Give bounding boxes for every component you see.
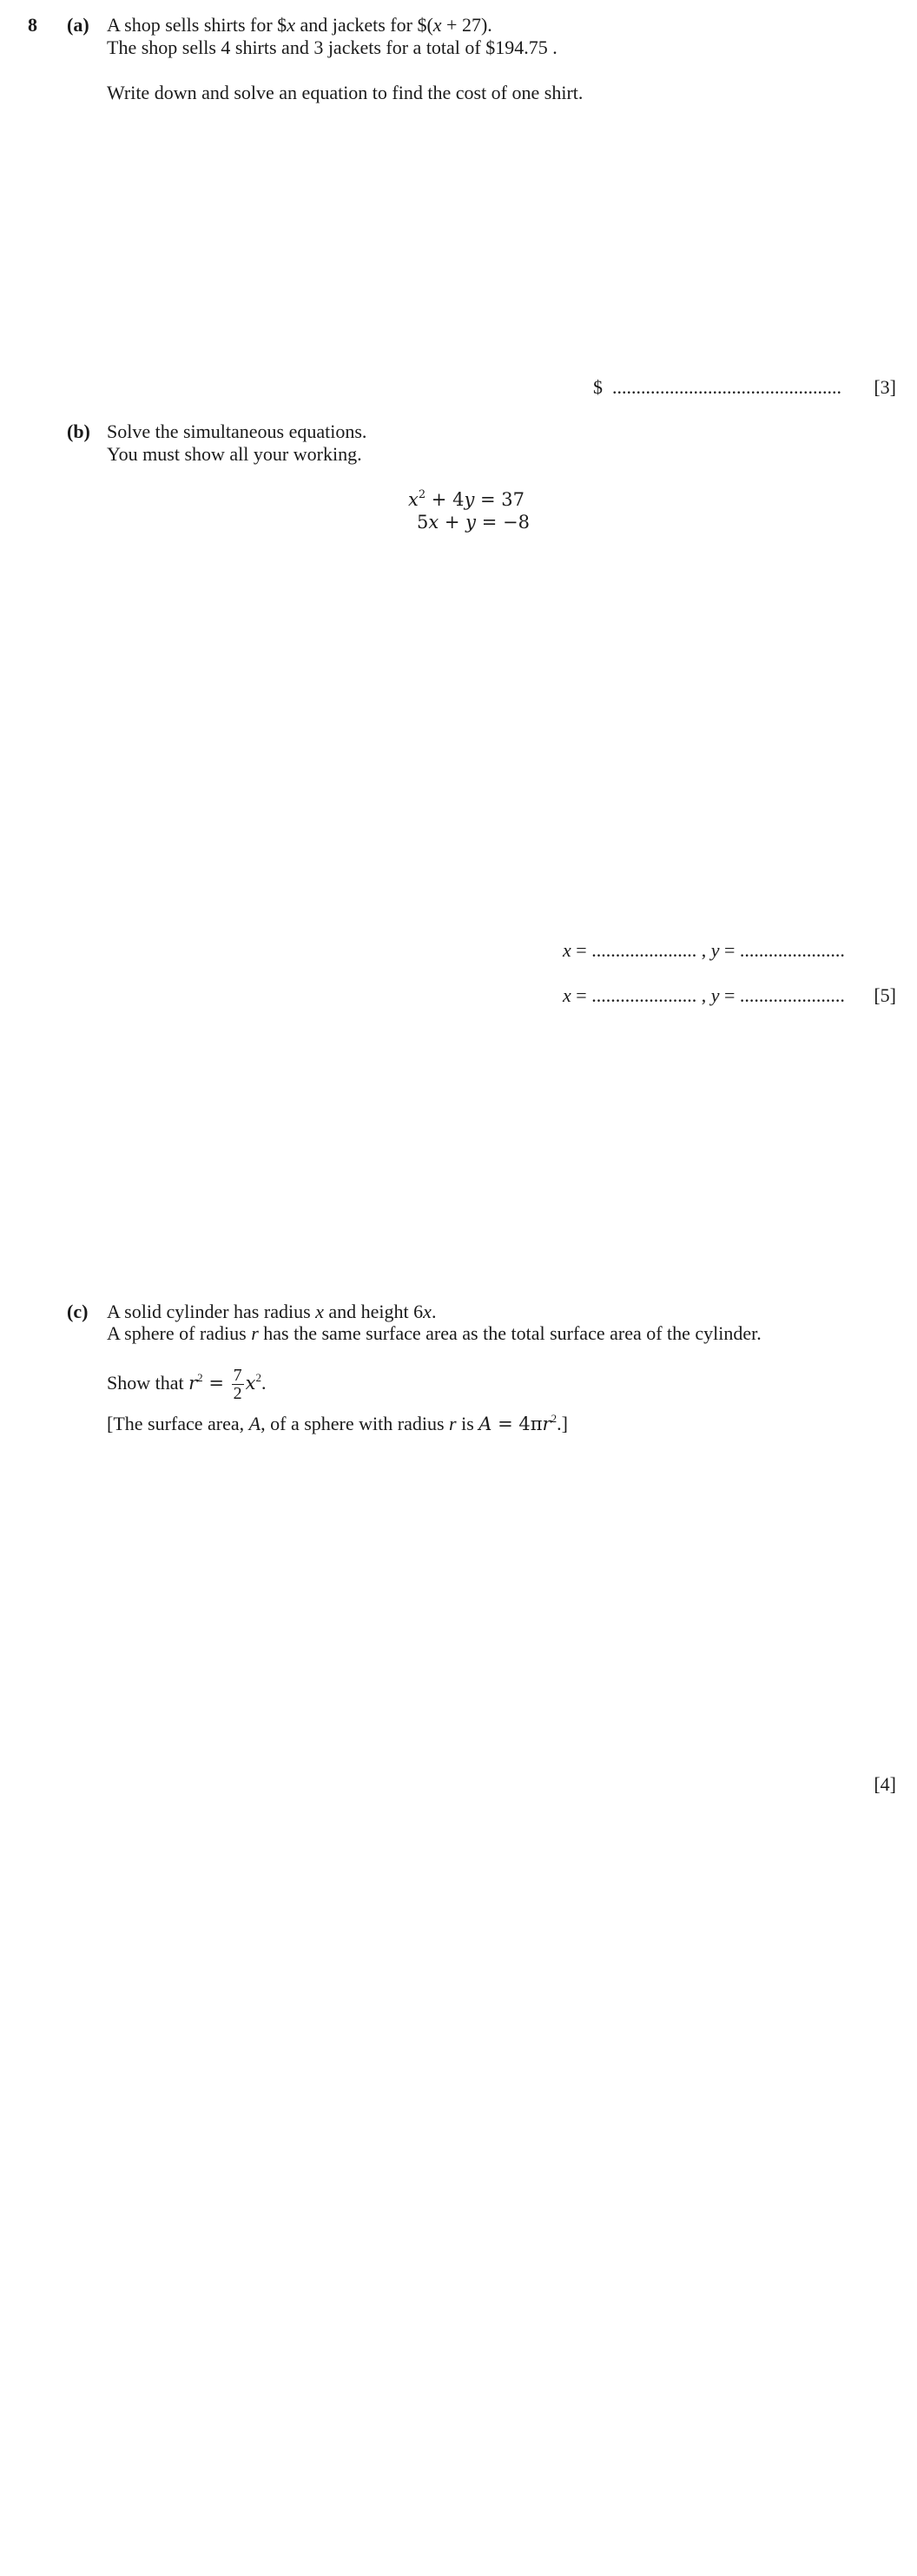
show-that-statement: Show that $r^2$ = $\frac{7}{2}$ $x^2$. (107, 1366, 267, 1404)
part-b-line-2: You must show all your working. (107, 443, 362, 465)
part-c-marks: [4] (874, 1773, 896, 1795)
part-c-line-2: A sphere of radius r has the same surface area as the total surface area of the cylinder. (107, 1322, 762, 1344)
part-b-label: (b) (67, 421, 90, 442)
part-c-line-1: A solid cylinder has radius x and height 6x. (107, 1301, 437, 1322)
surface-area-hint: [The surface area, A, of a sphere with radius r is $A = 4\pi r^2$.] (107, 1411, 568, 1434)
part-a-answer-line[interactable]: $ ................................................ (593, 376, 841, 398)
part-a-instruction: Write down and solve an equation to find the cost of one shirt. (107, 82, 584, 103)
fraction-seven-halves: $\frac{7}{2}$ (233, 1366, 242, 1404)
part-a-line-2: The shop sells 4 shirts and 3 jackets for a total of $194.75 . (107, 36, 557, 58)
part-b-marks: [5] (874, 984, 896, 1006)
equation-1: $x^2 + 4y = 37$ (408, 488, 524, 510)
part-a-label: (a) (67, 14, 89, 36)
part-b-line-1: Solve the simultaneous equations. (107, 421, 367, 442)
equation-2: 5x + y = −8 (417, 512, 530, 533)
part-a-marks: [3] (874, 376, 896, 398)
part-b-answer-line-2[interactable]: x = ...................... , y = ...................... (563, 984, 845, 1006)
part-a-line-1: A shop sells shirts for $x and jackets for $(x + 27). (107, 14, 492, 36)
part-c-label: (c) (67, 1301, 89, 1322)
part-b-answer-line-1[interactable]: x = ...................... , y = ...................... (563, 939, 845, 961)
question-number: 8 (28, 14, 37, 36)
